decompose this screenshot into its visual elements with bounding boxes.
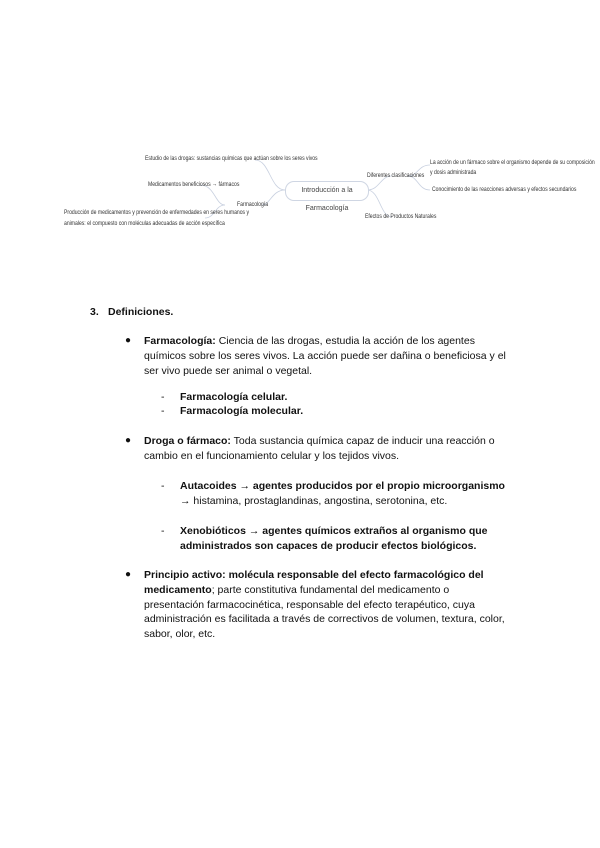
dash-icon: - bbox=[161, 480, 165, 492]
dash-icon: - bbox=[161, 405, 165, 417]
mind-map-center-label: Introducción a la Farmacología bbox=[301, 187, 353, 212]
dash-icon: - bbox=[161, 525, 165, 537]
bullet-text bbox=[144, 568, 544, 642]
bullet-text bbox=[144, 334, 544, 378]
principio-activo-bold: Principio activo: molécula responsable del efecto farmacológico del bbox=[144, 569, 484, 581]
mind-map-right-top-branch: Diferentes clasificaciones bbox=[367, 172, 425, 179]
bullet-dot-icon: ● bbox=[125, 569, 132, 580]
section-number: 3. bbox=[90, 306, 99, 318]
text-line: sabor, olor, etc. bbox=[144, 628, 216, 641]
text-line: químicos sobre los seres vivos. La acción puede ser dañina o beneficiosa y el bbox=[144, 349, 506, 362]
text-line: Toda sustancia química capaz de inducir una reacción o bbox=[230, 435, 495, 447]
bullet-dot-icon: ● bbox=[125, 335, 132, 346]
text-line: Ciencia de las drogas, estudia la acción de los agentes bbox=[215, 335, 475, 347]
autacoides-bold: Autacoides → agentes producidos por el propio microorganismo bbox=[180, 480, 505, 492]
section-heading bbox=[90, 306, 173, 318]
mind-map-left-bottom-2: animales: el compuesto con moléculas adecuadas de acción específica bbox=[64, 220, 225, 227]
text-line: ser vivo puede ser animal o vegetal. bbox=[144, 364, 313, 377]
mind-map-connectors bbox=[0, 0, 600, 280]
mind-map-left-branch: Farmacología bbox=[237, 201, 269, 208]
mind-map-center-node bbox=[285, 181, 369, 212]
term-farmacologia: Farmacología: bbox=[144, 335, 216, 347]
text-line: presentación farmacocinética, responsable del efecto terapéutico, cuya bbox=[144, 598, 475, 611]
principio-activo-bold: medicamento bbox=[144, 583, 212, 596]
section-title: Definiciones. bbox=[108, 306, 174, 318]
text-line: administración es facilitada a través de correctivos de volumen, textura, color, bbox=[144, 613, 505, 626]
sub-item-text bbox=[180, 524, 540, 554]
mind-map-right-top-1: La acción de un fármaco sobre el organismo depende de su composición bbox=[430, 159, 595, 166]
mind-map-right-top-1b: y dosis administrada bbox=[430, 169, 477, 176]
mind-map-left-bottom-1: Producción de medicamentos y prevención de enfermedades en seres humanos y bbox=[64, 209, 250, 216]
mind-map bbox=[0, 0, 600, 280]
mind-map-right-top-2: Conocimiento de las reacciones adversas y efectos secundarios bbox=[432, 186, 577, 193]
text-line: cambio en el funcionamiento celular y los tejidos vivos. bbox=[144, 449, 400, 462]
term-droga: Droga o fármaco: bbox=[144, 435, 231, 447]
sub-item-text bbox=[180, 479, 560, 509]
mind-map-right-bottom-branch: Efectos de Productos Naturales bbox=[365, 213, 437, 220]
sub-item-text: Farmacología molecular. bbox=[180, 405, 304, 417]
xenobioticos-bold: administrados son capaces de producir efectos biológicos. bbox=[180, 539, 477, 552]
bullet-dot-icon: ● bbox=[125, 435, 132, 446]
bullet-text bbox=[144, 434, 544, 464]
text-line: ; parte constitutiva fundamental del medicamento o bbox=[211, 583, 450, 596]
xenobioticos-bold: Xenobióticos → agentes químicos extraños al organismo que bbox=[180, 525, 488, 537]
dash-icon: - bbox=[161, 391, 165, 403]
text-line: → histamina, prostaglandinas, angostina, serotonina, etc. bbox=[180, 494, 448, 507]
mind-map-left-mid: Medicamentos beneficiosos → fármacos bbox=[148, 181, 240, 188]
mind-map-left-top: Estudio de las drogas: sustancias químicas que actúan sobre los seres vivos bbox=[145, 155, 318, 162]
sub-item-text: Farmacología celular. bbox=[180, 391, 288, 403]
